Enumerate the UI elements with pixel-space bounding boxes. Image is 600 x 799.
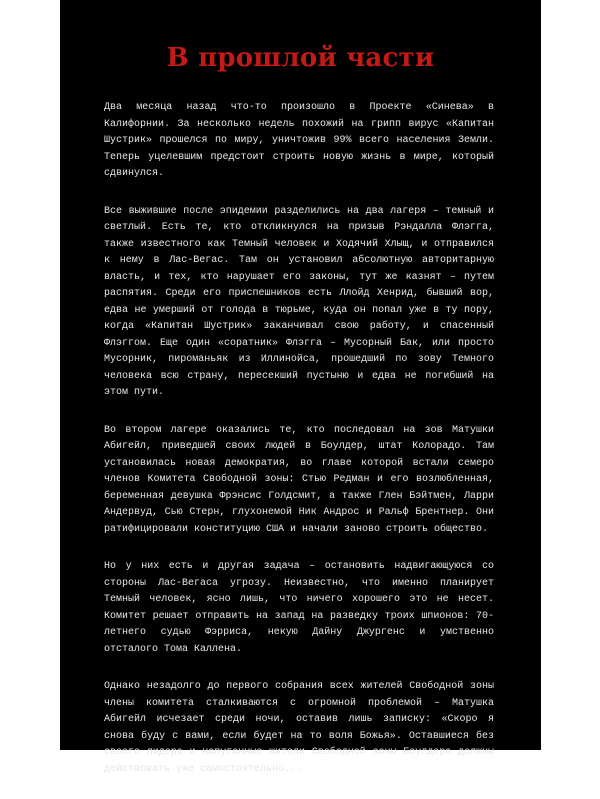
- paragraph-2: Все выжившие после эпидемии разделились на два лагеря – темный и светлый. Есть те, кто откликнулся на призыв Рэндалла Флэгга, также известного как Темный человек и Ходячий Хлыщ, и отправился к нему в Лас-Вегас. Там он установил абсолютную авторитарную власть, и тех, кто нарушает его законы, тут же казнят – путем распятия. Среди его приспешников есть Ллойд Хенрид, бывший вор, едва не умерший от голода в тюрьме, куда он попал уже в ту пору, когда «Капитан Шустрик» заканчивал свою работу, и спасенный Флэггом. Еще один «соратник» Флэгга – Мусорный Бак, или просто Мусорник, пироманьяк из Иллинойса, прошедший по зову Темного человека всю страну, пересекший пустыню и едва не погибший на этом пути.: [104, 205, 494, 398]
- paragraph-3: Во втором лагере оказались те, кто последовал на зов Матушки Абигейл, приведшей своих людей в Боулдер, штат Колорадо. Там установилась новая демократия, во главе которой встали семеро членов Комитета Свободной зоны: Стью Редман и его возлюбленная, беременная девушка Фрэнсис Голдсмит, а также Глен Бэйтмен, Ларри Андервуд, Сью Стерн, глухонемой Ник Андрос и Ральф Брентнер. Они ратифицировали конституцию США и начали заново строить общество.: [104, 424, 494, 535]
- paragraph-4: Но у них есть и другая задача – остановить надвигающуюся со стороны Лас-Вегаса угрозу. Неизвестно, что именно планирует Темный человек, ясно лишь, что ничего хорошего это не несет. Комитет решает отправить на запад на разведку троих шпионов: 70-летнего судью Фэрриса, некую Дайну Джургенс и умственно отсталого Тома Каллена.: [104, 561, 494, 655]
- page: [60, 0, 541, 775]
- paragraph-5: Однако незадолго до первого собрания всех жителей Свободной зоны члены комитета сталкиваются с огромной проблемой – Матушка Абигейл исчезает среди ночи, оставив лишь записку: «Скоро я снова буду с вами, если будет на то воля Божья». Оставшиеся без своего лидера и напуганные жители Свободной зоны Боулдера должны действовать уже самостоятельно...: [104, 681, 494, 775]
- recap-text: [104, 100, 494, 799]
- page-title: В прошлой части: [166, 43, 435, 73]
- paragraph-1: Два месяца назад что-то произошло в Проекте «Синева» в Калифорнии. За несколько недель похожий на грипп вирус «Капитан Шустрик» прошелся по миру, уничтожив 99% всего населения Земли. Теперь уцелевшим предстоит строить новую жизнь в мире, который сдвинулся.: [104, 102, 494, 179]
